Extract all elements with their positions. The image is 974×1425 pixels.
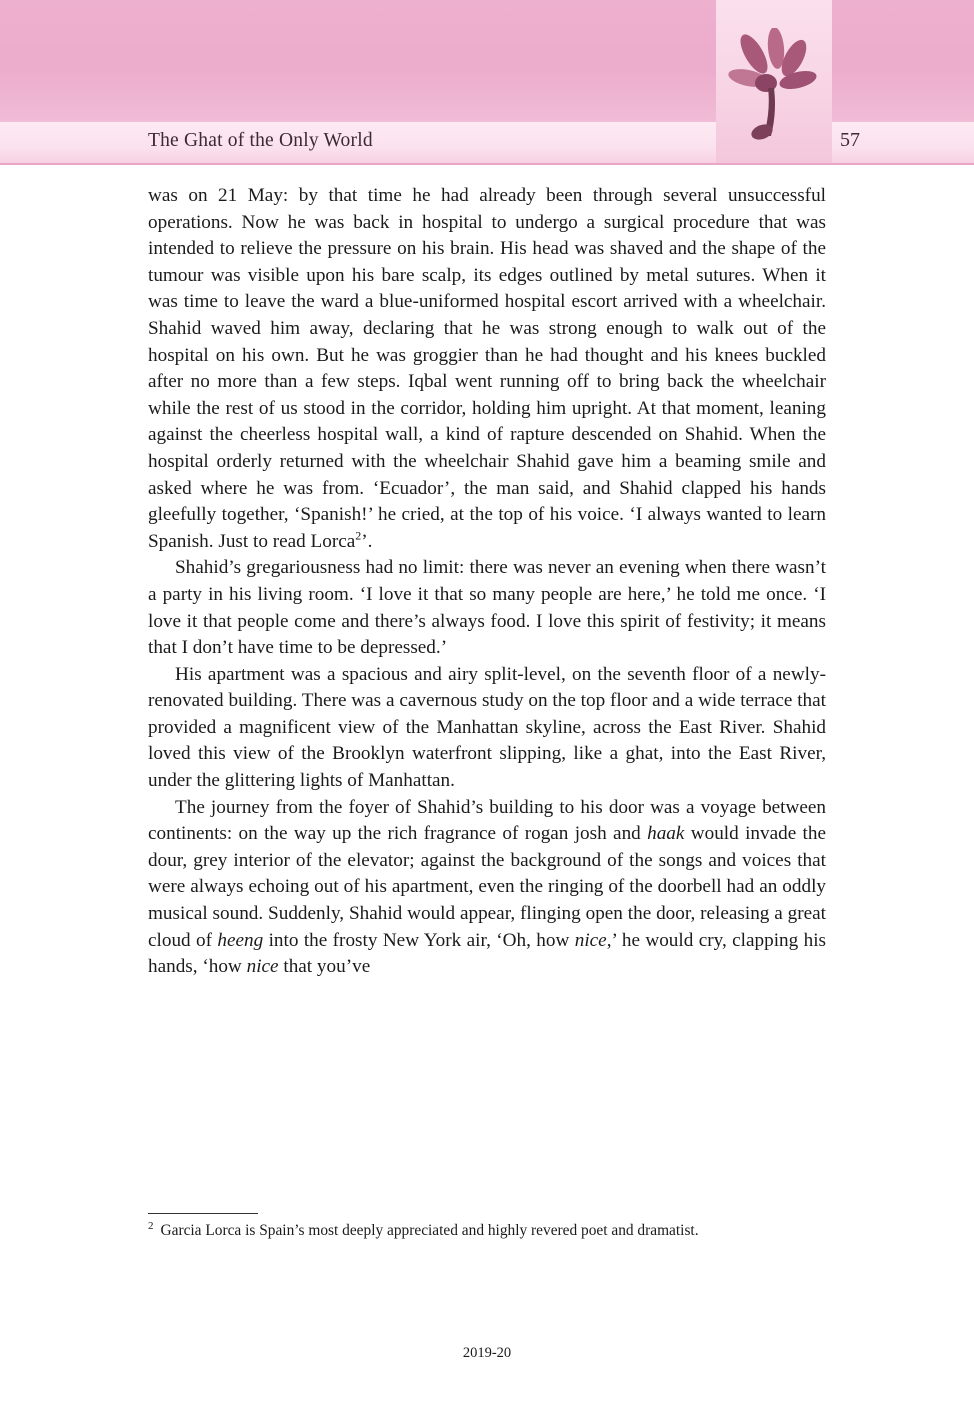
- paragraph: [148, 795, 826, 981]
- text-run: into the frosty New York air, ‘Oh, how: [263, 929, 575, 951]
- italic-term: haak: [647, 823, 685, 845]
- text-run: The journey from the foyer of Shahid’s building to his door was a voyage between continents: on the way up the rich fragrance of rogan josh and: [148, 796, 826, 845]
- paragraph: [148, 662, 826, 795]
- page-footer: 2019-20: [462, 1345, 512, 1361]
- footnote-block: [148, 1213, 826, 1241]
- footnote-marker: 2: [148, 1219, 154, 1232]
- text-run: His apartment was a spacious and airy split-level, on the seventh floor of a newly-renovated building. There was a cavernous study on the top floor and a wide terrace that provided a magnificent view of the Manhattan skyline, across the East River. Shahid loved this view of the Brooklyn waterfront slipping, like a ghat, into the East River, under the glittering lights of Manhattan.: [148, 663, 826, 792]
- page-content: [148, 183, 826, 981]
- text-run: that you’ve: [278, 956, 371, 978]
- running-header-title: The Ghat of the Only World: [148, 130, 373, 151]
- text-run: Shahid’s gregariousness had no limit: there was never an evening when there wasn’t a party in his living room. ‘I love it that so many people are here,’ he told me once. ‘I love it that people come and there’s always food. I love this spirit of festivity; it means that I don’t have time to be depressed.’: [148, 557, 826, 659]
- flower-ornament-block: [716, 0, 832, 164]
- header-divider: [0, 163, 974, 165]
- text-run: was on 21 May: by that time he had already been through several unsuccessful operations. Now he was back in hospital to undergo a surgical procedure that was intended to relieve the pressure on his brain. His head was shaved and the shape of the tumour was visible upon his bare scalp, its edges outlined by metal sutures. When it was time to leave the ward a blue-uniformed hospital escort arrived with a wheelchair. Shahid waved him away, declaring that he was strong enough to walk out of the hospital on his own. But he was groggier than he had thought and his knees buckled after no more than a few steps. Iqbal went running off to bring back the wheelchair while the rest of us stood in the corridor, holding him upright. At that moment, leaning against the cheerless hospital wall, a kind of rapture descended on Shahid. When the hospital orderly returned with the wheelchair Shahid gave him a beaming smile and asked where he was from. ‘Ecuador’, the man said, and Shahid clapped his hands gleefully together, ‘Spanish!’ he cried, at the top of his voice. ‘I always wanted to learn Spanish. Just to read Lorca: [148, 185, 826, 552]
- italic-term: heeng: [217, 929, 264, 951]
- flower-ornament-icon: [724, 28, 824, 148]
- footnote-divider: [148, 1213, 258, 1214]
- footnote-reference: 2: [355, 528, 362, 543]
- footnote-body: Garcia Lorca is Spain’s most deeply appreciated and highly revered poet and dramatist.: [160, 1222, 699, 1239]
- italic-term: nice: [574, 929, 607, 951]
- text-run: ,’ he would cry, clapping his hands, ‘how: [148, 929, 826, 978]
- paragraph: [148, 183, 826, 555]
- text-run: ’.: [361, 530, 373, 552]
- footnote-text: [148, 1220, 826, 1241]
- paragraph: [148, 555, 826, 661]
- italic-term: nice: [246, 956, 279, 978]
- page-number: 57: [840, 129, 860, 151]
- text-run: would invade the dour, grey interior of the elevator; against the background of the songs and voices that were always echoing out of his apartment, even the ringing of the doorbell had an oddly musical sound. Suddenly, Shahid would appear, flinging open the door, releasing a great cloud of: [148, 823, 826, 951]
